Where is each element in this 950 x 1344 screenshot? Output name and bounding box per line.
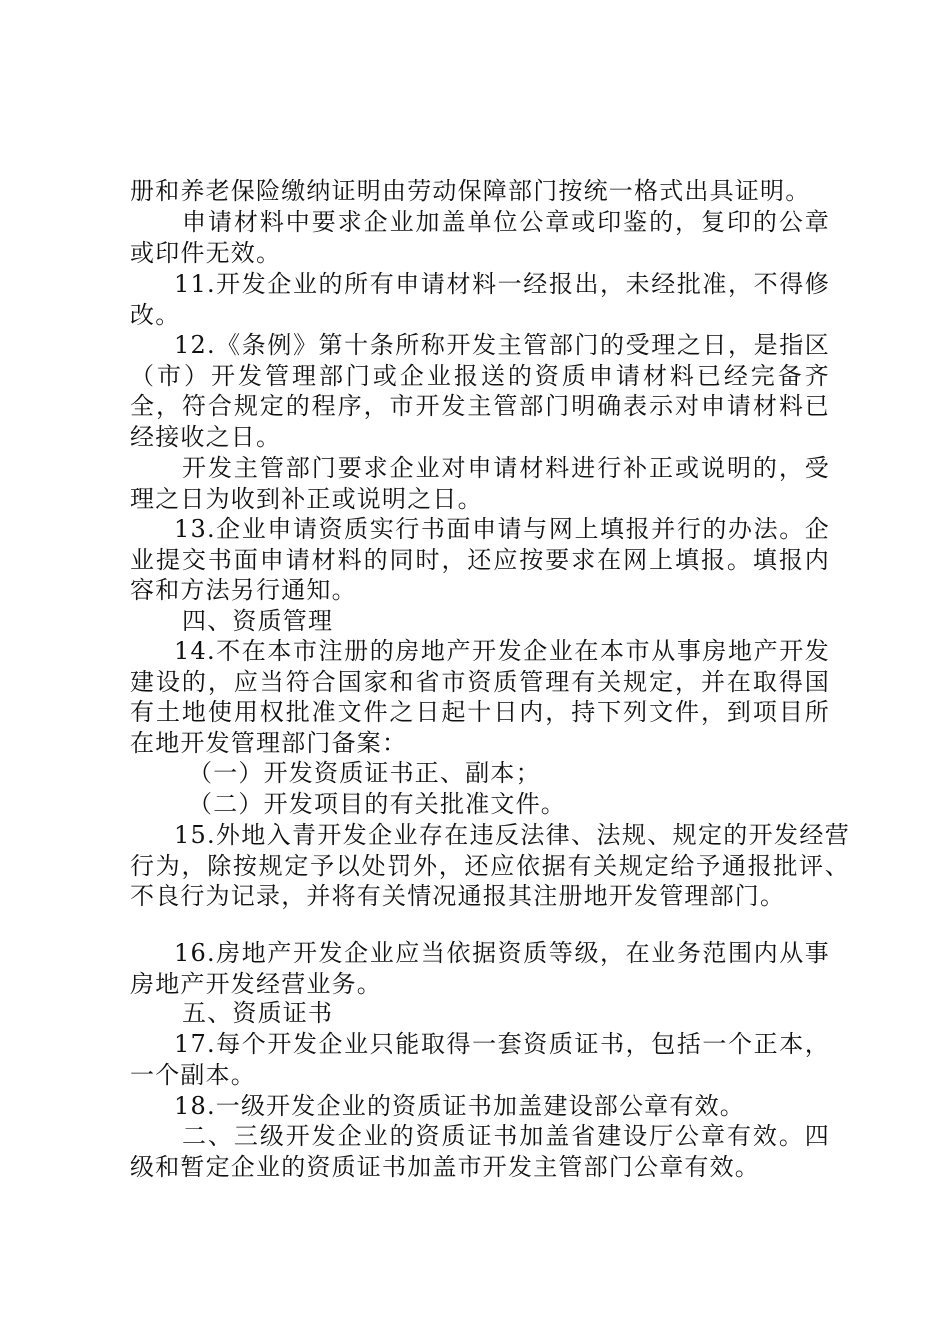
section-heading: 五、资质证书 bbox=[182, 999, 334, 1027]
paragraph-text: 16.房地产开发企业应当依据资质等级，在业务范围内从事房地产开发经营业务。 bbox=[130, 939, 830, 998]
list-item: （二）开发项目的有关批准文件。 bbox=[188, 790, 566, 818]
paragraph-text: 13.企业申请资质实行书面申请与网上填报并行的办法。企业提交书面申请材料的同时，还应按要求在网上填报。填报内容和方法另行通知。 bbox=[130, 515, 830, 604]
paragraph-text: 册和养老保险缴纳证明由劳动保障部门按统一格式出具证明。 bbox=[130, 177, 811, 205]
section-heading: 四、资质管理 bbox=[182, 607, 334, 635]
paragraph-text: 开发主管部门要求企业对申请材料进行补正或说明的，受理之日为收到补正或说明之日。 bbox=[130, 454, 830, 513]
paragraph-text: 15.外地入青开发企业存在违反法律、法规、规定的开发经营行为，除按规定予以处罚外，还应依据有关规定给予通报批评、不良行为记录，并将有关情况通报其注册地开发管理部门。 bbox=[130, 821, 850, 910]
paragraph-text: 11.开发企业的所有申请材料一经报出，未经批准，不得修改。 bbox=[130, 270, 830, 329]
paragraph-text: 12.《条例》第十条所称开发主管部门的受理之日，是指区（市）开发管理部门或企业报送的资质申请材料已经完备齐全，符合规定的程序，市开发主管部门明确表示对申请材料已经接收之日。 bbox=[130, 331, 830, 451]
paragraph-text: 18.一级开发企业的资质证书加盖建设部公章有效。 bbox=[174, 1092, 745, 1120]
paragraph-text: 17.每个开发企业只能取得一套资质证书，包括一个正本，一个副本。 bbox=[130, 1030, 830, 1089]
paragraph-text: 申请材料中要求企业加盖单位公章或印鉴的，复印的公章或印件无效。 bbox=[130, 208, 830, 267]
list-item: （一）开发资质证书正、副本； bbox=[188, 759, 541, 787]
paragraph-text: 二、三级开发企业的资质证书加盖省建设厅公章有效。四级和暂定企业的资质证书加盖市开发主管部门公章有效。 bbox=[130, 1122, 830, 1181]
paragraph-text: 14.不在本市注册的房地产开发企业在本市从事房地产开发建设的，应当符合国家和省市资质管理有关规定，并在取得国有土地使用权批准文件之日起十日内，持下列文件，到项目所在地开发管理部门备案： bbox=[130, 637, 830, 757]
